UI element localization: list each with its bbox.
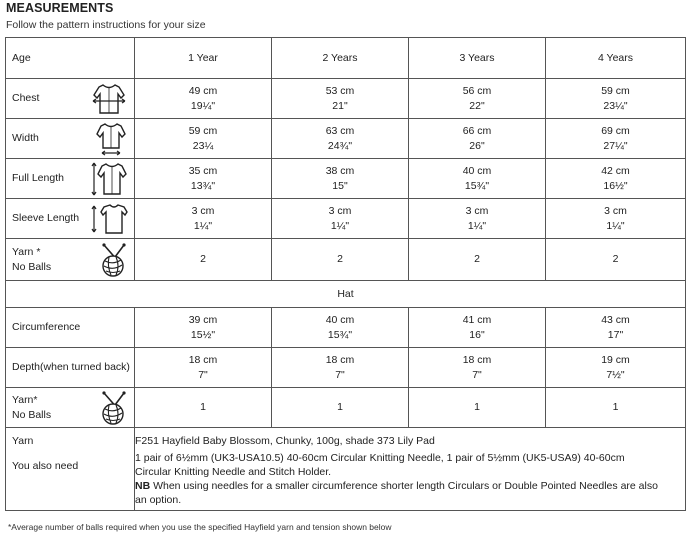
cm-value: 69 cm (601, 124, 630, 137)
measurements-table (5, 37, 686, 511)
footnote: *Average number of balls required when you use the specified Hayfield yarn and tension shown below (8, 522, 392, 532)
inch-value: 1¼" (467, 219, 487, 232)
inch-value: 16½" (603, 179, 628, 192)
cm-value: 59 cm (601, 84, 630, 97)
also-need-label: You also need (12, 460, 79, 472)
inch-value: 1¼" (193, 219, 213, 232)
table-row-hat-yarn-balls (6, 388, 686, 428)
cm-value: 66 cm (462, 124, 492, 137)
cm-value: 3 cm (328, 204, 352, 217)
size-header: 1 Year (135, 38, 272, 79)
inch-value: 23¼" (603, 99, 628, 112)
balls-value: 1 (409, 388, 546, 428)
hat-header-row (6, 281, 686, 308)
row-label: Width (12, 131, 39, 144)
cm-value: 19 cm (601, 353, 630, 366)
cm-value: 39 cm (188, 313, 218, 326)
table-row-circumference (6, 308, 686, 348)
inch-value: 7" (198, 368, 208, 381)
inch-value: 15¾" (464, 179, 490, 192)
inch-value: 13¾" (190, 179, 216, 192)
inch-value: 7½" (606, 368, 625, 381)
inch-value: 15½" (190, 328, 216, 341)
nb-label: NB (135, 480, 151, 492)
row-label: Circumference (6, 308, 135, 348)
balls-value: 2 (135, 239, 272, 281)
table-row-depth (6, 348, 686, 388)
length-garment-icon (90, 161, 128, 197)
size-header: 3 Years (409, 38, 546, 79)
table-row-full-length (6, 159, 686, 199)
table-header-row (6, 38, 686, 79)
yarn-info-row (6, 428, 686, 511)
cm-value: 3 cm (465, 204, 489, 217)
row-label-cell (6, 199, 135, 239)
inch-value: 15¾" (327, 328, 353, 341)
row-label-cell (6, 388, 135, 428)
needles-line: Circular Knitting Needle and Stitch Holder. (135, 466, 332, 478)
yarn-ball-icon (96, 243, 130, 277)
cm-value: 18 cm (325, 353, 355, 366)
balls-value: 2 (546, 239, 686, 281)
balls-value: 1 (272, 388, 409, 428)
cm-value: 41 cm (462, 313, 492, 326)
yarn-ball-icon (96, 391, 130, 425)
row-label-cell (6, 79, 135, 119)
row-label: Sleeve Length (12, 211, 80, 224)
row-label: No Balls (12, 260, 52, 273)
yarn-label: Yarn (12, 435, 34, 447)
cm-value: 59 cm (188, 124, 218, 137)
row-label-cell (6, 159, 135, 199)
cm-value: 40 cm (462, 164, 492, 177)
hat-header: Hat (6, 281, 686, 308)
chest-garment-icon (91, 82, 127, 116)
cm-value: 56 cm (462, 84, 492, 97)
cm-value: 38 cm (325, 164, 355, 177)
cm-value: 42 cm (601, 164, 630, 177)
needles-line: 1 pair of 6½mm (UK3-USA10.5) 40-60cm Circular Knitting Needle, 1 pair of 5½mm (UK5-USA9) 40-60cm (135, 452, 625, 464)
cm-value: 3 cm (604, 204, 627, 217)
inch-value: 26" (469, 139, 485, 152)
row-label-cell (6, 119, 135, 159)
inch-value: 17" (607, 328, 624, 341)
cm-value: 3 cm (191, 204, 215, 217)
yarn-description: F251 Hayfield Baby Blossom, Chunky, 100g, shade 373 Lily Pad (135, 435, 435, 447)
inch-value: 7" (472, 368, 482, 381)
row-label: No Balls (12, 408, 52, 421)
inch-value: 22" (469, 99, 485, 112)
table-row-sleeve-length (6, 199, 686, 239)
page-title: MEASUREMENTS (6, 1, 114, 15)
size-header: 4 Years (546, 38, 686, 79)
table-row-width (6, 119, 686, 159)
inch-value: 1¼" (330, 219, 350, 232)
page-subtitle: Follow the pattern instructions for your size (6, 19, 206, 31)
cm-value: 53 cm (325, 84, 355, 97)
inch-value: 1¼" (606, 219, 625, 232)
row-sublabel: (when turned back) (40, 361, 130, 373)
age-label: Age (6, 38, 135, 79)
inch-value: 15" (332, 179, 348, 192)
row-label: Yarn * (12, 245, 41, 258)
balls-value: 1 (546, 388, 686, 428)
size-header: 2 Years (272, 38, 409, 79)
inch-value: 16" (469, 328, 485, 341)
balls-value: 2 (272, 239, 409, 281)
inch-value: 24¾" (327, 139, 353, 152)
balls-value: 2 (409, 239, 546, 281)
cm-value: 49 cm (188, 84, 218, 97)
inch-value: 21" (332, 99, 348, 112)
balls-value: 1 (135, 388, 272, 428)
row-label: Yarn* (12, 393, 38, 406)
cm-value: 35 cm (188, 164, 218, 177)
inch-value: 27¼" (603, 139, 628, 152)
width-garment-icon (94, 122, 128, 156)
table-row-chest (6, 79, 686, 119)
cm-value: 40 cm (325, 313, 355, 326)
inch-value: 23¼ (192, 139, 214, 152)
cm-value: 18 cm (188, 353, 218, 366)
row-label: Depth (12, 361, 41, 373)
sleeve-garment-icon (90, 202, 130, 236)
table-row-yarn-balls (6, 239, 686, 281)
inch-value: 19¼" (190, 99, 216, 112)
row-label-cell (6, 239, 135, 281)
cm-value: 18 cm (462, 353, 492, 366)
row-label: Chest (12, 91, 40, 104)
nb-text: When using needles for a smaller circumference shorter length Circulars or Double Pointed Needles are also (150, 480, 658, 492)
row-label: Full Length (12, 171, 64, 184)
cm-value: 43 cm (601, 313, 630, 326)
nb-text: an option. (135, 494, 182, 506)
inch-value: 7" (335, 368, 345, 381)
cm-value: 63 cm (325, 124, 355, 137)
